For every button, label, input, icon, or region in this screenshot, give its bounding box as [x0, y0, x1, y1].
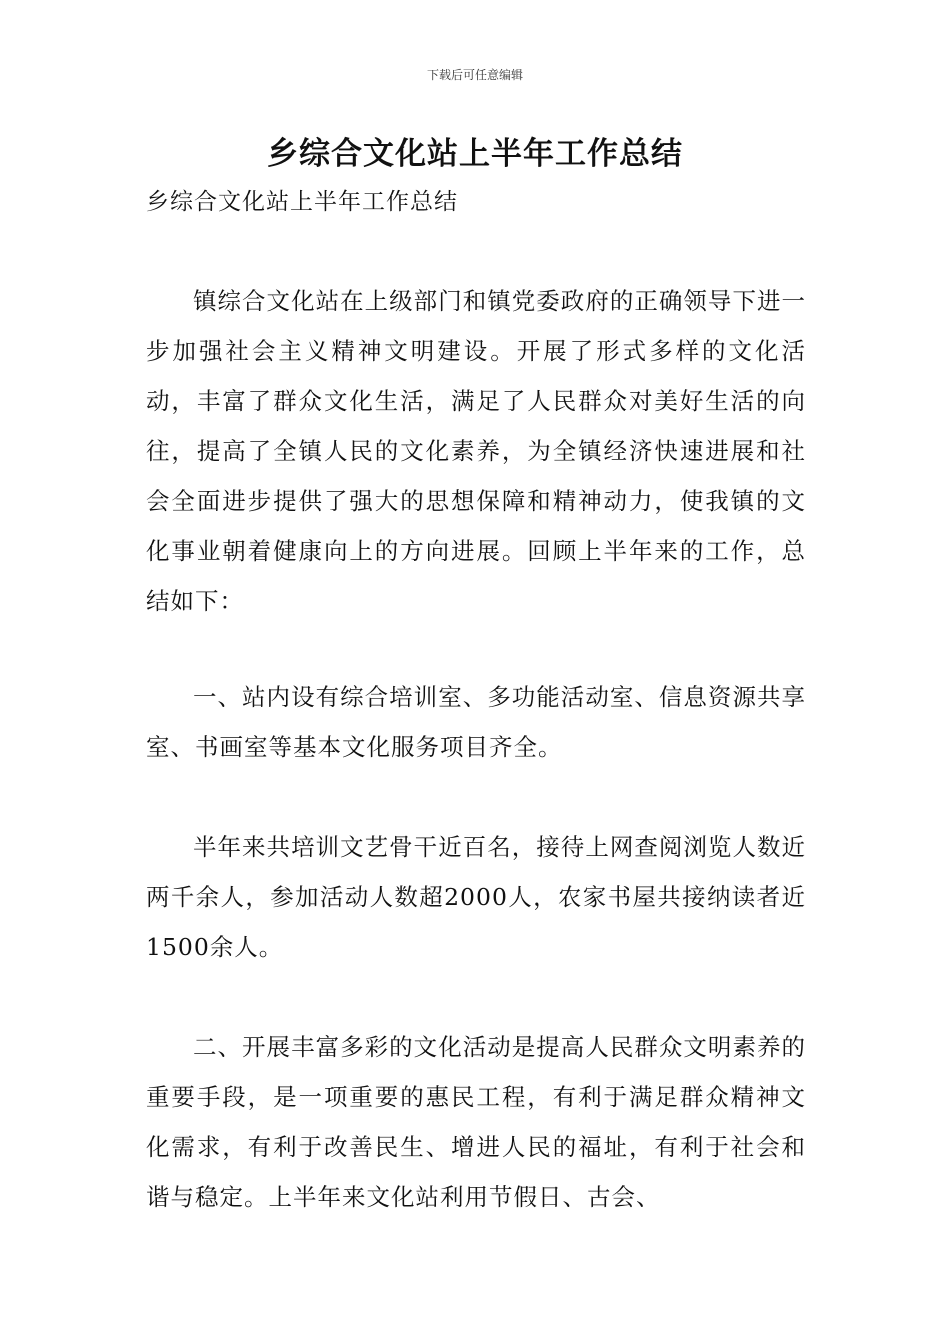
document-subtitle: 乡综合文化站上半年工作总结	[146, 189, 458, 215]
document-title: 乡综合文化站上半年工作总结	[267, 136, 683, 172]
header-note: 下载后可任意编辑	[426, 68, 523, 82]
paragraph-facilities: 一、站内设有综合培训室、多功能活动室、信息资源共享室、书画室等基本文化服务项目齐全。	[146, 683, 806, 761]
paragraph-intro: 镇综合文化站在上级部门和镇党委政府的正确领导下进一步加强社会主义精神文明建设。开展了形式多样的文化活动，丰富了群众文化生活，满足了人民群众对美好生活的向往，提高了全镇人民的文化素养，为全镇经济快速进展和社会全面进步提供了强大的思想保障和精神动力，使我镇的文化事业朝着健康向上的方向进展。回顾上半年来的工作，总结如下：	[146, 287, 806, 615]
paragraph-activities: 二、开展丰富多彩的文化活动是提高人民群众文明素养的重要手段，是一项重要的惠民工程，有利于满足群众精神文化需求，有利于改善民生、增进人民的福址，有利于社会和谐与稳定。上半年来文化站利用节假日、古会、	[146, 1033, 806, 1211]
paragraph-statistics: 半年来共培训文艺骨干近百名，接待上网查阅浏览人数近两千余人，参加活动人数超2000人，农家书屋共接纳读者近1500余人。	[146, 833, 806, 961]
